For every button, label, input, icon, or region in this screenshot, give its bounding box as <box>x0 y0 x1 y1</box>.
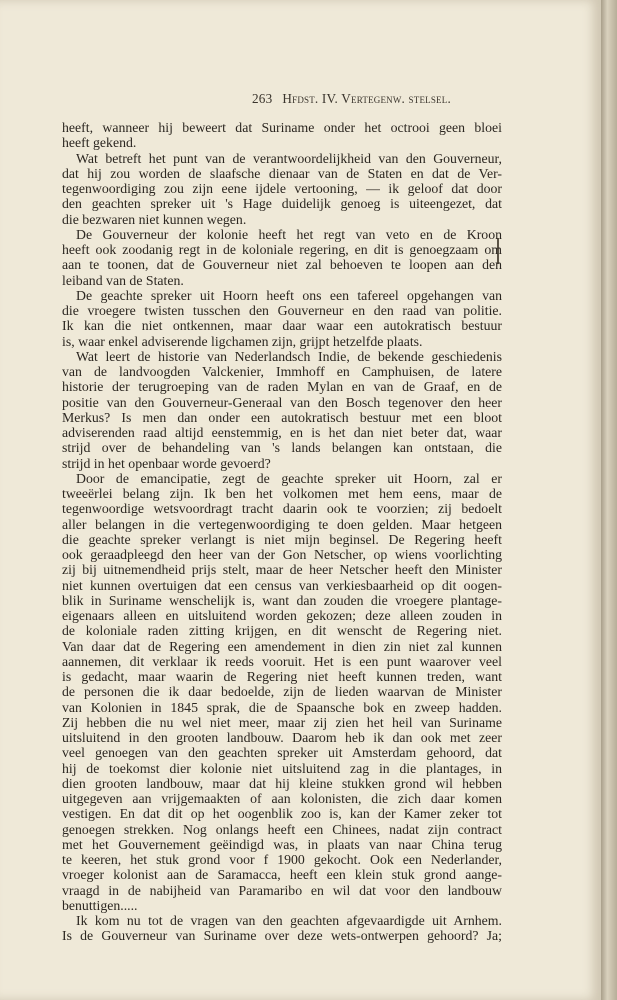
text-line: die geachte spreker verlangt is niet mijn beginsel. De Regering heeft <box>62 531 502 547</box>
text-line: aller belangen in die vertegenwoordiging te doen gelden. Maar hetgeen <box>62 516 502 532</box>
text-line: blik in Suriname wenschelijk is, want dan zouden die vroegere plantage- <box>62 592 502 608</box>
text-line: te keeren, het stuk grond voor f 1900 gekocht. Ook een Nederlander, <box>62 852 502 867</box>
text-line: is, waar enkel adviserende ligchamen zijn, grijpt hetzelfde plaats. <box>62 333 423 349</box>
text-line: De geachte spreker uit Hoorn heeft ons een tafereel opgehangen van <box>76 287 502 303</box>
text-line: zij bij uitnemendheid prijs stelt, maar de heer Netscher heeft den Minister <box>62 562 502 578</box>
page-edge <box>601 0 617 1000</box>
text-line: heeft gekend. <box>62 135 137 151</box>
text-line: de koloniale raden zitting krijgen, en dit wenscht de Regering niet. <box>62 623 502 639</box>
text-line: van Kolonien in 1845 sprak, die de Spaansche bok en zweep hadden. <box>62 699 502 715</box>
text-line: ook geraadpleegd den heer van der Gon Netscher, op wiens voorlichting <box>62 547 502 562</box>
text-line: Wat betreft het punt van de verantwoordelijkheid van den Gouverneur, <box>76 150 502 166</box>
text-line: uitsluitend in den grooten landbouw. Daarom heb ik dan ook met zeer <box>62 730 502 745</box>
text-line: strijd in het openbaar worde gevoerd? <box>62 455 271 471</box>
text-line: hij de toekomst dier kolonie niet uitsluitend zag in die plantages, in <box>62 760 502 776</box>
text-line: uitgegeven aan vrijgemaakten of aan kolonisten, die zich daar komen <box>62 791 502 806</box>
page-number: 263 <box>252 91 273 106</box>
text-line: tegenwoordige wetsvoordragt tracht daarin ook te voorzien; zij bedoelt <box>62 501 502 517</box>
text-line: leiband van de Staten. <box>62 272 184 288</box>
text-line: Zij hebben die nu wel niet meer, maar zij zien het heil van Suriname <box>62 714 502 730</box>
text-line: Merkus? Is men dan onder een autokratisch bestuur met een bloot <box>62 409 502 425</box>
text-line: Door de emancipatie, zegt de geachte spreker uit Hoorn, zal er <box>76 470 502 486</box>
text-line: tweeërlei belang zijn. Ik ben het volkomen met hem eens, maar de <box>62 486 502 501</box>
text-line: genoegen strekken. Nog onlangs heeft een Chinees, nadat zijn contract <box>62 821 502 837</box>
text-line: met het Gouvernement geëindigd was, in plaats van naar China terug <box>62 836 502 852</box>
text-line: positie van den Gouverneur-Generaal van den Bosch tegenover den heer <box>62 394 502 410</box>
body-text <box>62 120 502 944</box>
text-line: vestigen. En dat dit op het oogenblik zoo is, kan der Kamer zeker tot <box>62 806 502 822</box>
text-line: benuttigen..... <box>62 897 138 913</box>
text-line: aan te toonen, dat de Gouverneur niet zal behoeven te loopen aan den <box>62 257 502 273</box>
text-line: Ik kom nu tot de vragen van den geachten afgevaardigde uit Arnhem. <box>76 913 502 928</box>
text-line: dat hij zou worden de slaafsche dienaar van de Staten en dat de Ver- <box>62 165 502 181</box>
text-line: eigenaars alleen en uitsluitend worden gekozen; deze alleen zouden in <box>62 608 502 623</box>
section-title: Hfdst. IV. Vertegenw. stelsel. <box>282 91 451 106</box>
text-line: Van daar dat de Regering een amendement in dien zin niet zal kunnen <box>62 638 502 654</box>
text-line: vraagd in de nabijheid van Paramaribo en wil dat voor den landbouw <box>62 882 502 898</box>
text-line: niet kunnen overtuigen dat een census van verkiesbaarheid op dit oogen- <box>62 577 502 593</box>
text-line: die vroegere twisten tusschen den Gouverneur en den raad van politie. <box>62 303 502 318</box>
text-line: heeft, wanneer hij beweert dat Suriname onder het octrooi geen bloei <box>62 120 502 135</box>
text-line: Wat leert de historie van Nederlandsch Indie, de bekende geschiedenis <box>76 348 502 364</box>
text-line: historie der terugroeping van de raden Mylan en van de Graaf, en de <box>62 379 502 395</box>
text-line: aannemen, dit verklaar ik reeds vooruit. Het is een punt waarover veel <box>62 653 502 669</box>
text-line: adviserenden raad altijd eenstemmig, en is het dan niet beter dat, waar <box>62 425 502 440</box>
text-line: heeft ook zoodanig regt in de koloniale regering, en dit is genoegzaam om <box>62 242 502 257</box>
text-line: die bezwaren niet kunnen wegen. <box>62 211 247 227</box>
text-line: De Gouverneur der kolonie heeft het regt van veto en de Kroon <box>76 226 502 242</box>
text-line: is gedacht, maar waarin de Regering niet heeft kunnen treden, want <box>62 669 502 684</box>
text-line: de personen die ik daar bedoelde, zijn de lieden waarvan de Minister <box>62 684 502 700</box>
text-line: Ik kan die niet ontkennen, maar daar waar een autokratisch bestuur <box>62 318 502 334</box>
text-line: vroeger kolonist aan de Saramacca, heeft een klein stuk grond aange- <box>62 867 502 883</box>
text-line: tegenwoordiging zou zijn eene ijdele vertooning, — ik geloof dat door <box>62 181 502 196</box>
text-line: dien grooten landbouw, maar dat hij kleine stukken grond wil hebben <box>62 775 502 791</box>
text-line: strijd over de behandeling van 's lands belangen kan ontstaan, die <box>62 440 502 456</box>
text-line: den geachten spreker uit 's Hage duidelijk genoeg is uiteengezet, dat <box>62 196 502 212</box>
text-line: Is de Gouverneur van Suriname over deze wets-ontwerpen gehoord? Ja; <box>62 928 502 944</box>
running-header <box>252 91 504 107</box>
text-line: van de landvoogden Valckenier, Immhoff en Camphuisen, de latere <box>62 364 502 379</box>
text-line: veel genoegen van den geachten spreker uit Amsterdam gehoord, dat <box>62 745 502 761</box>
